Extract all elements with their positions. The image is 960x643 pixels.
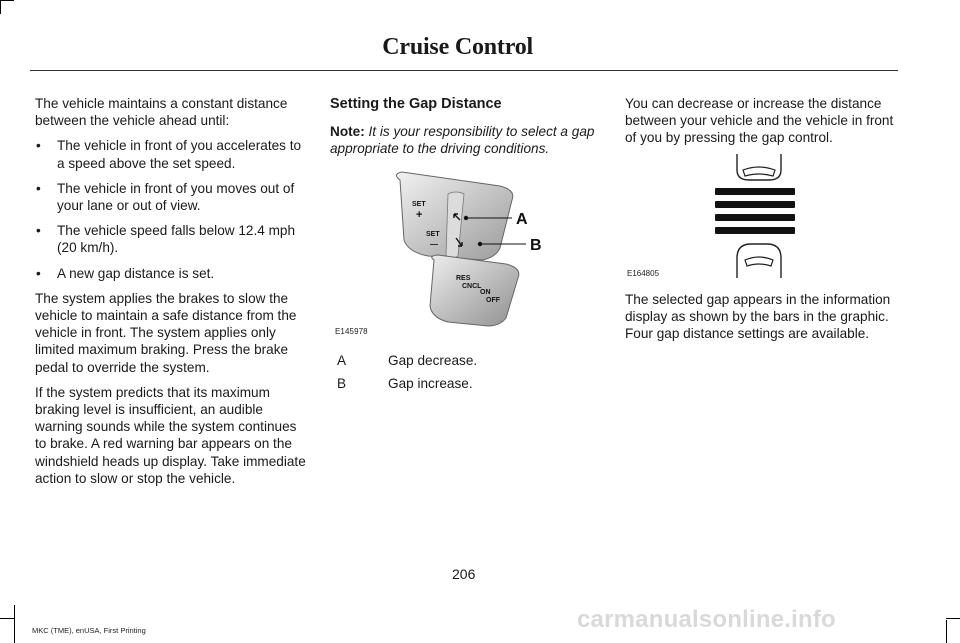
callout-a-label: A: [516, 211, 528, 228]
gap-bar: [715, 214, 795, 221]
column-3-lower: [625, 291, 897, 351]
gap-bar: [715, 188, 795, 195]
list-item: • The vehicle speed falls below 12.4 mph (20 km/h).: [36, 223, 296, 256]
bullet-icon: •: [36, 223, 41, 239]
page-number: 206: [452, 566, 476, 582]
condition-list: [35, 137, 307, 281]
callout-b-label: B: [530, 237, 542, 254]
set-minus-label: SET: [426, 231, 440, 238]
legend-key: B: [337, 376, 347, 391]
gap-display-figure: [625, 152, 897, 280]
crop-mark: [946, 618, 960, 619]
legend-row: [337, 352, 477, 369]
crop-mark: [0, 0, 1, 14]
on-label: ON: [480, 289, 491, 296]
figure-legend: [337, 352, 477, 398]
cruise-switch-lower: [430, 255, 519, 326]
bullet-icon: •: [36, 180, 41, 196]
figure-code-e164805: E164805: [627, 269, 660, 278]
page-title: Cruise Control: [382, 34, 533, 60]
column-3: [625, 95, 897, 155]
figure-code-e145978: E145978: [335, 327, 368, 336]
footer-meta: MKC (TME), enUSA, First Printing: [32, 626, 146, 635]
column-2: [330, 95, 602, 165]
note-label: Note:: [330, 124, 365, 139]
bullet-icon: •: [36, 265, 41, 281]
off-label: OFF: [486, 297, 500, 304]
legend-text: Gap increase.: [388, 376, 473, 391]
column-1: [35, 95, 307, 495]
minus-label: —: [430, 240, 438, 249]
bullet-icon: •: [36, 138, 41, 154]
legend-key: A: [337, 353, 347, 368]
list-item: • The vehicle in front of you accelerates to a speed above the set speed.: [36, 138, 302, 171]
header-rule: [30, 70, 898, 71]
braking-paragraph: The system applies the brakes to slow the vehicle to maintain a safe distance from the vehicle in front. The system applies only limited maximum braking. Press the brake pedal to override the system.: [35, 290, 297, 375]
gap-bar: [715, 227, 795, 234]
legend-text: Gap decrease.: [388, 353, 478, 368]
own-vehicle-icon: [737, 244, 781, 278]
legend-row: [337, 375, 477, 392]
watermark: carmanualsonline.info: [577, 606, 836, 633]
plus-label: +: [416, 209, 423, 221]
warning-paragraph: If the system predicts that its maximum braking level is insufficient, an audible warning sounds while the system continues to brake. A red warning bar appears on the windshield heads up display. Take immediate action to slow or stop the vehicle.: [35, 384, 306, 486]
gap-display-paragraph: The selected gap appears in the information display as shown by the bars in the graphic. Four gap distance settings are available.: [625, 292, 891, 342]
note-text: It is your responsibility to select a gap appropriate to the driving conditions.: [330, 124, 595, 157]
intro-paragraph: The vehicle maintains a constant distance between the vehicle ahead until:: [35, 96, 288, 129]
set-plus-label: SET: [412, 201, 426, 208]
list-item: • The vehicle in front of you moves out of your lane or out of view.: [36, 180, 295, 214]
res-label: RES: [456, 275, 471, 282]
gap-bars: [715, 188, 795, 234]
steering-switch-figure: [330, 160, 602, 340]
crop-mark: [14, 605, 15, 643]
section-heading: Setting the Gap Distance: [330, 96, 502, 112]
cncl-label: CNCL: [462, 283, 482, 290]
crop-mark: [0, 0, 14, 1]
crop-mark: [0, 618, 14, 619]
list-item: • A new gap distance is set.: [36, 265, 215, 281]
note: [330, 123, 602, 157]
crop-mark: [946, 620, 947, 643]
gap-bar: [715, 201, 795, 208]
gap-control-paragraph: You can decrease or increase the distance between your vehicle and the vehicle in front of you by pressing the gap control.: [625, 96, 894, 146]
